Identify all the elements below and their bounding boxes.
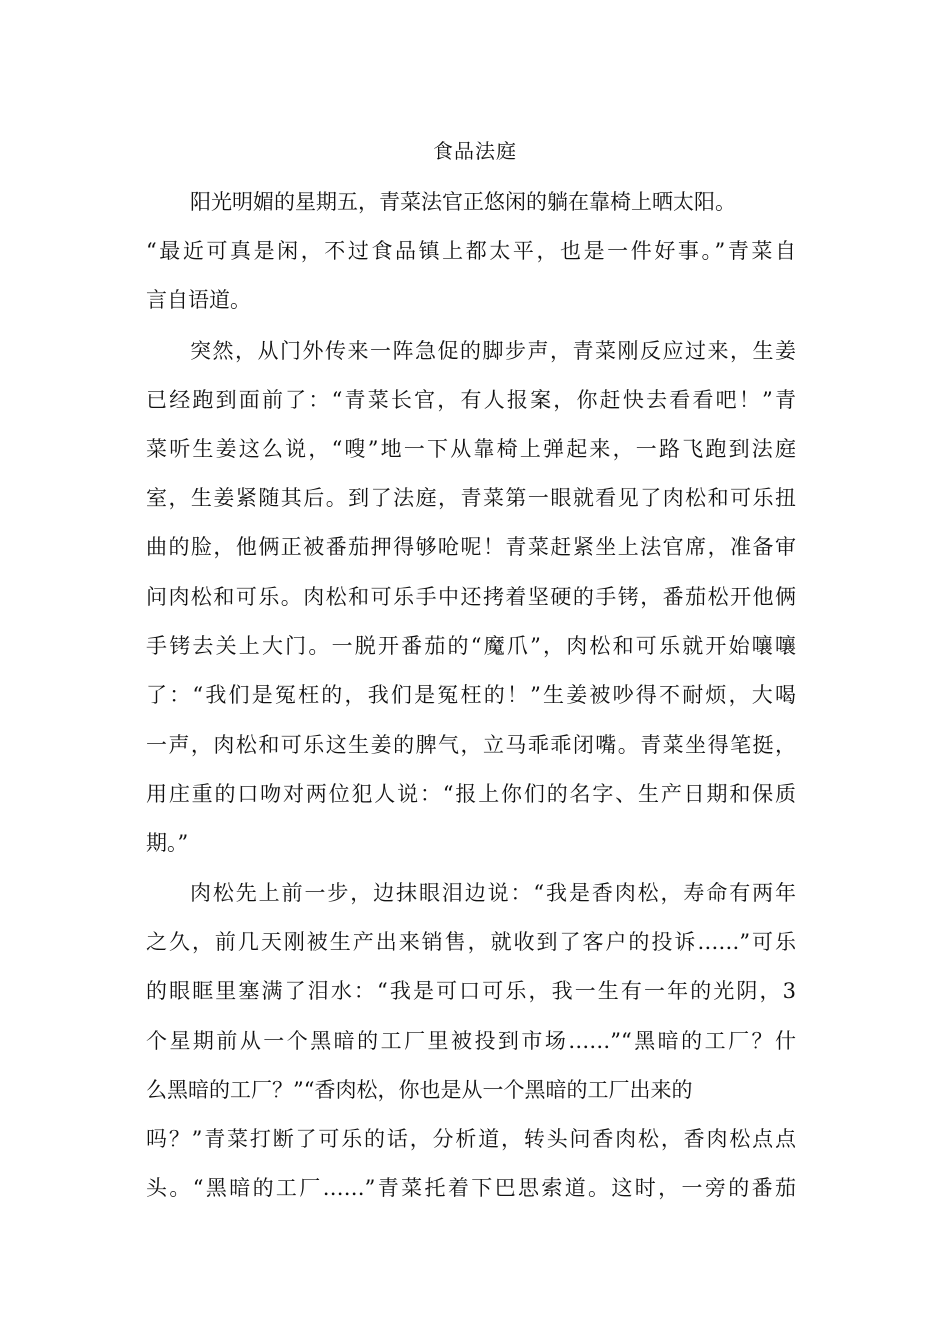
paragraph-3-line-6: 吗？”青菜打断了可乐的话，分析道，转头问香肉松，香肉松点点 xyxy=(146,1127,796,1151)
paragraph-2-line-6: 问肉松和可乐。肉松和可乐手中还拷着坚硬的手铐，番茄松开他俩 xyxy=(146,585,796,609)
paragraph-1-line-3: 言自语道。 xyxy=(146,288,251,312)
paragraph-1-line-1: 阳光明媚的星期五，青菜法官正悠闲的躺在靠椅上晒太阳。 xyxy=(190,190,736,214)
paragraph-1-line-2: “最近可真是闲，不过食品镇上都太平，也是一件好事。”青菜自 xyxy=(146,239,796,263)
paragraph-2-line-10: 用庄重的口吻对两位犯人说：“报上你们的名字、生产日期和保质 xyxy=(146,782,796,806)
paragraph-2-line-1: 突然，从门外传来一阵急促的脚步声，青菜刚反应过来，生姜 xyxy=(190,339,796,363)
paragraph-3-line-1: 肉松先上前一步，边抹眼泪边说：“我是香肉松，寿命有两年 xyxy=(190,881,796,905)
paragraph-3-line-4: 个星期前从一个黑暗的工厂里被投到市场……”“黑暗的工厂？什 xyxy=(146,1029,796,1053)
paragraph-2-line-7: 手铐去关上大门。一脱开番茄的“魔爪”，肉松和可乐就开始嚷嚷 xyxy=(146,634,796,658)
paragraph-2-line-2: 已经跑到面前了：“青菜长官，有人报案，你赶快去看看吧！”青 xyxy=(146,388,796,412)
paragraph-2-line-9: 一声，肉松和可乐这生姜的脾气，立马乖乖闭嘴。青菜坐得笔挺， xyxy=(146,733,796,757)
paragraph-2-line-11: 期。” xyxy=(146,831,189,855)
paragraph-3-line-2: 之久，前几天刚被生产出来销售，就收到了客户的投诉……”可乐 xyxy=(146,930,796,954)
document-title: 食品法庭 xyxy=(433,139,517,163)
paragraph-3-line-3: 的眼眶里塞满了泪水：“我是可口可乐，我一生有一年的光阴，3 xyxy=(146,979,796,1003)
paragraph-2-line-5: 曲的脸，他俩正被番茄押得够呛呢！青菜赶紧坐上法官席，准备审 xyxy=(146,535,796,559)
paragraph-2-line-8: 了：“我们是冤枉的，我们是冤枉的！”生姜被吵得不耐烦，大喝 xyxy=(146,683,796,707)
paragraph-3-line-7: 头。“黑暗的工厂……”青菜托着下巴思索道。这时，一旁的番茄 xyxy=(146,1176,796,1200)
paragraph-3-line-5: 么黑暗的工厂？”“香肉松，你也是从一个黑暗的工厂出来的 xyxy=(146,1078,693,1102)
paragraph-2-line-4: 室，生姜紧随其后。到了法庭，青菜第一眼就看见了肉松和可乐扭 xyxy=(146,486,796,510)
paragraph-2-line-3: 菜听生姜这么说，“嗖”地一下从靠椅上弹起来，一路飞跑到法庭 xyxy=(146,437,796,461)
